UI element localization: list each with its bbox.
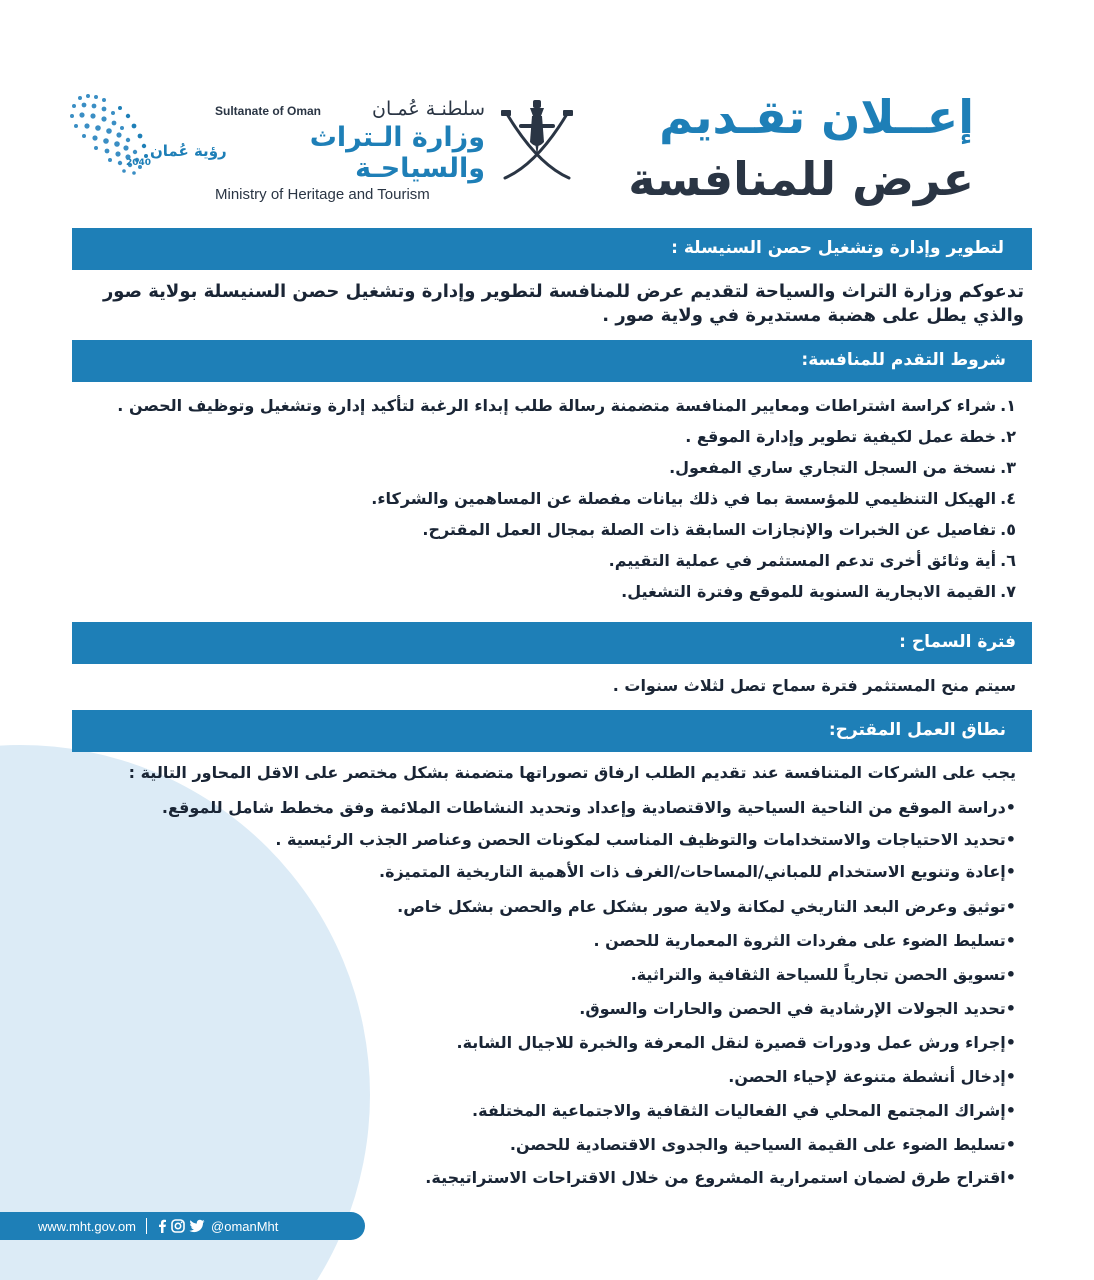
list-item-text: الهيكل التنظيمي للمؤسسة بما في ذلك بيانات مفصلة عن المساهمين والشركاء. xyxy=(371,489,997,508)
list-item-text: القيمة الايجارية السنوية للموقع وفترة التشغيل. xyxy=(621,582,997,601)
list-item-number: ٤. xyxy=(1000,489,1016,508)
list-item-text: تفاصيل عن الخبرات والإنجازات السابقة ذات الصلة بمجال العمل المقترح. xyxy=(422,520,997,539)
list-item-number: ٥. xyxy=(1000,520,1016,539)
footer-bar xyxy=(0,1212,365,1240)
decorative-circle xyxy=(0,745,370,1280)
footer-divider xyxy=(146,1218,147,1234)
list-item: •تسليط الضوء على القيمة السياحية والجدوى الاقتصادية للحصن. xyxy=(509,1135,1016,1154)
list-item-text: نسخة من السجل التجاري ساري المفعول. xyxy=(669,458,997,477)
list-item xyxy=(609,551,1016,570)
social-icons xyxy=(157,1219,205,1233)
list-item: •إشراك المجتمع المحلي في الفعاليات الثقافية والاجتماعية المختلفة. xyxy=(472,1101,1016,1120)
list-item xyxy=(371,489,1016,508)
vision-logo-text: رؤية عُمان xyxy=(150,142,227,160)
oman-emblem-icon xyxy=(497,94,577,184)
conditions-heading: شروط التقدم للمنافسة: xyxy=(801,350,1006,370)
list-item-number: ٧. xyxy=(1000,582,1016,601)
website-link[interactable]: www.mht.gov.om xyxy=(38,1218,137,1234)
scope-heading: نطاق العمل المقترح: xyxy=(828,720,1006,740)
social-handle[interactable]: @omanMht xyxy=(211,1218,279,1234)
sultanate-name-english: Sultanate of Oman xyxy=(215,104,322,118)
list-item-text: خطة عمل لكيفية تطوير وإدارة الموقع . xyxy=(685,427,997,446)
twitter-icon[interactable] xyxy=(189,1219,205,1233)
page-title-line1: إعــلان تقـديم xyxy=(659,90,974,144)
grace-heading: فترة السماح : xyxy=(899,632,1016,652)
list-item xyxy=(685,427,1016,446)
list-item xyxy=(117,396,1016,415)
list-item-text: أية وثائق أخرى تدعم المستثمر في عملية التقييم. xyxy=(608,551,997,570)
list-item xyxy=(422,520,1016,539)
grace-heading-band xyxy=(72,622,1032,664)
facebook-icon[interactable] xyxy=(157,1219,167,1233)
list-item: •تسليط الضوء على مفردات الثروة المعمارية للحصن . xyxy=(593,931,1016,950)
list-item: •توثيق وعرض البعد التاريخي لمكانة ولاية صور بشكل عام والحصن بشكل خاص. xyxy=(397,897,1016,916)
oman-vision-2040-logo xyxy=(60,88,200,188)
list-item: •تحديد الاحتياجات والاستخدامات والتوظيف المناسب لمكونات الحصن وعناصر الجذب الرئيسية . xyxy=(275,830,1016,849)
list-item-number: ١. xyxy=(1000,396,1016,415)
list-item xyxy=(669,458,1016,477)
list-item-number: ٦. xyxy=(1000,551,1016,570)
list-item: •إعادة وتنويع الاستخدام للمباني/المساحات/الغرف ذات الأهمية التاريخية المتميزة. xyxy=(379,862,1016,881)
page-title-line2: عرض للمنافسة xyxy=(628,152,974,206)
grace-text: سيتم منح المستثمر فترة سماح تصل لثلاث سنوات . xyxy=(612,676,1016,695)
sultanate-name-arabic: سلطنـة عُمـان xyxy=(372,98,485,120)
list-item: •اقتراح طرق لضمان استمرارية المشروع من خلال الاقتراحات الاستراتيجية. xyxy=(425,1168,1016,1187)
list-item: •إجراء ورش عمل ودورات قصيرة لنقل المعرفة والخبرة للاجيال الشابة. xyxy=(456,1033,1016,1052)
ministry-name-english: Ministry of Heritage and Tourism xyxy=(215,186,430,203)
intro-paragraph: تدعوكم وزارة التراث والسياحة لتقديم عرض للمنافسة لتطوير وإدارة وتشغيل حصن السنيسلة بولاية صور والذي يطل على هضبة مستديرة في ولاية صور . xyxy=(102,281,1024,326)
intro-heading: لتطوير وإدارة وتشغيل حصن السنيسلة : xyxy=(671,238,1004,258)
list-item: •تحديد الجولات الإرشادية في الحصن والحارات والسوق. xyxy=(579,999,1016,1018)
list-item: •إدخال أنشطة متنوعة لإحياء الحصن. xyxy=(728,1067,1016,1086)
ministry-name-arabic: وزارة الـتراث والسياحـة xyxy=(309,122,485,184)
list-item-text: شراء كراسة اشتراطات ومعايير المنافسة متضمنة رسالة طلب إبداء الرغبة لتأكيد إدارة وتشغيل وتوظيف الحصن . xyxy=(117,396,997,415)
scope-intro: يجب على الشركات المتنافسة عند تقديم الطلب ارفاق تصوراتها متضمنة بشكل مختصر على الاقل المحاور التالية : xyxy=(128,763,1016,782)
list-item-number: ٣. xyxy=(1000,458,1016,477)
instagram-icon[interactable] xyxy=(171,1219,185,1233)
list-item: •دراسة الموقع من الناحية السياحية والاقتصادية وإعداد وتحديد النشاطات الملائمة وفق مخطط شامل للموقع. xyxy=(161,798,1016,817)
vision-logo-year: 2040 xyxy=(126,158,152,168)
ministry-logo-block xyxy=(215,98,485,203)
list-item xyxy=(621,582,1016,601)
list-item-number: ٢. xyxy=(1000,427,1016,446)
list-item: •تسويق الحصن تجارياً للسياحة الثقافية والتراثية. xyxy=(630,965,1016,984)
